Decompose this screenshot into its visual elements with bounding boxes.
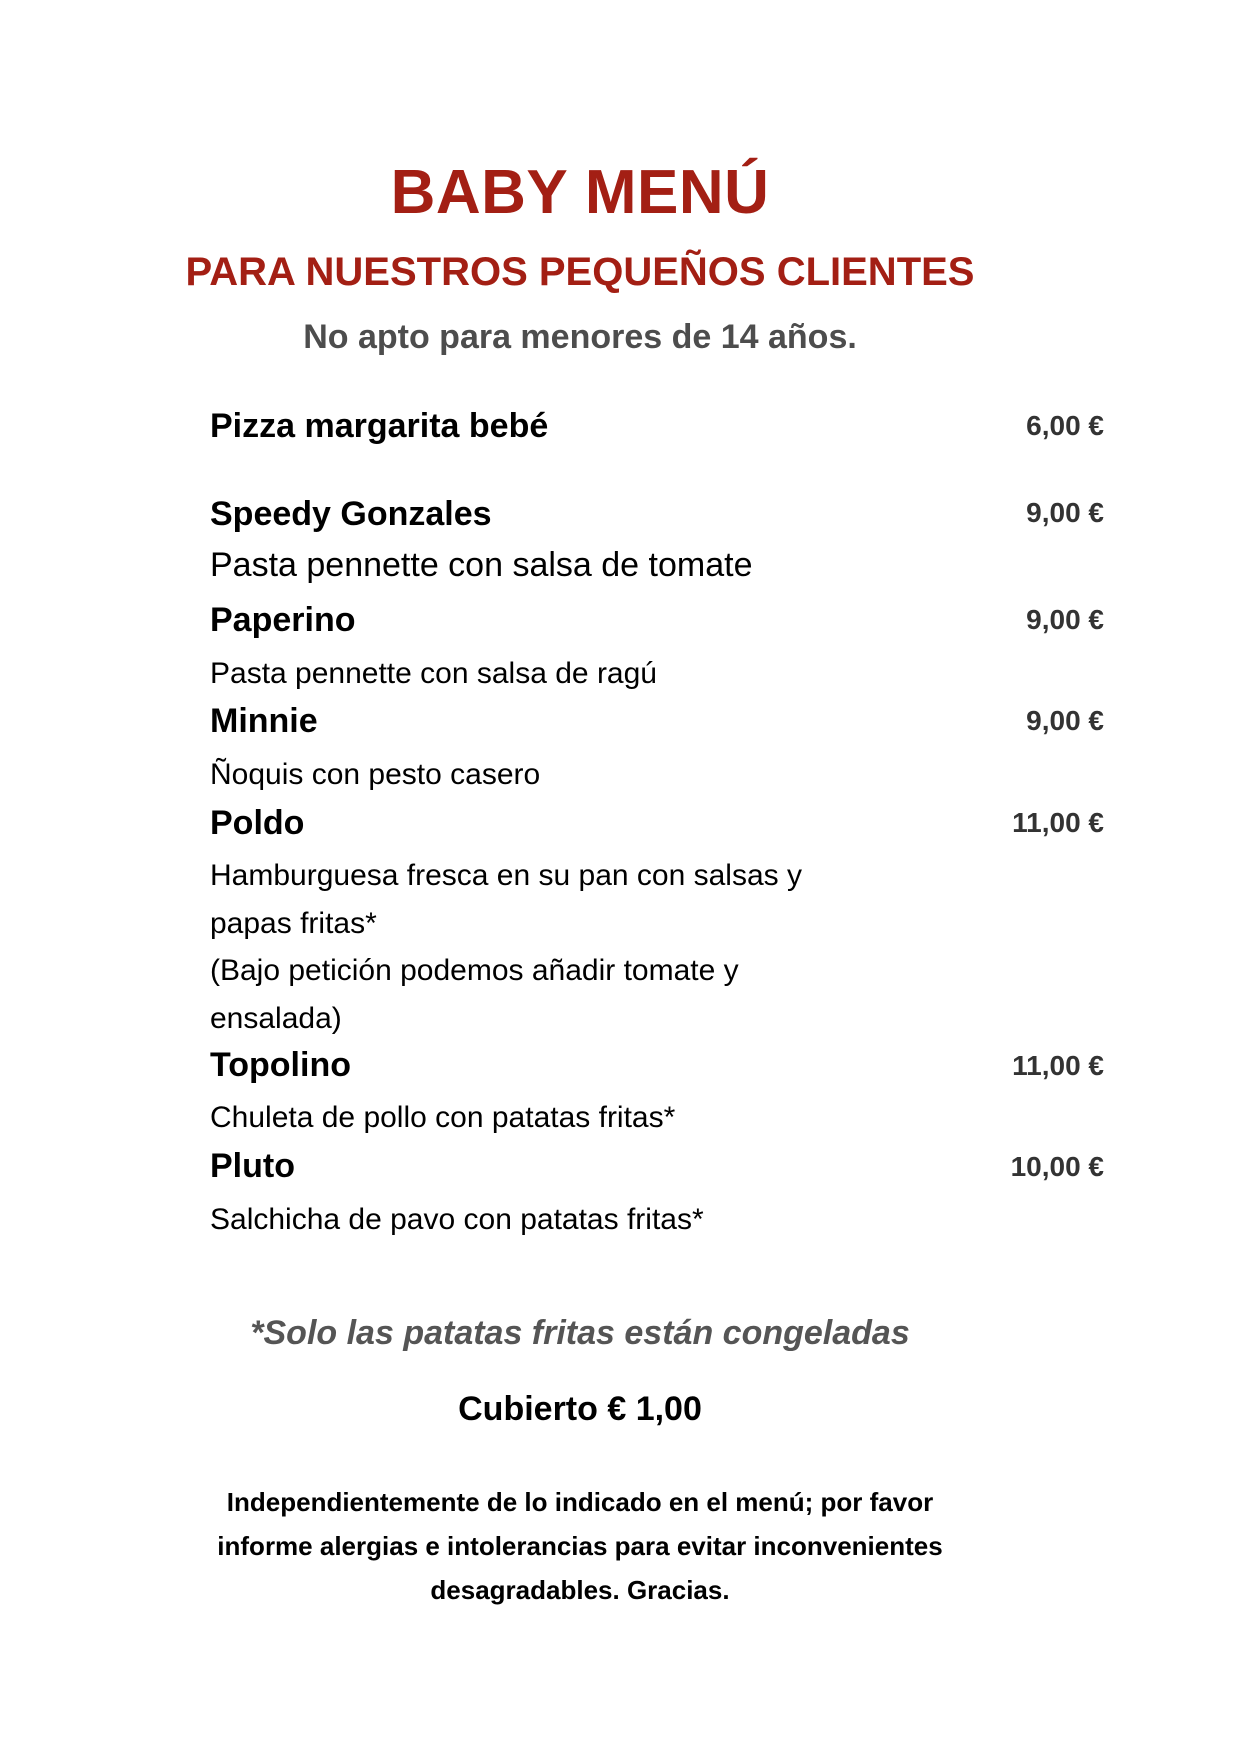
item-price: 9,00 € bbox=[1026, 497, 1104, 528]
item-name: Poldo bbox=[210, 804, 305, 842]
item-description: Hamburguesa fresca en su pan con salsas y papas fritas* bbox=[210, 859, 802, 940]
item-price: 11,00 € bbox=[1012, 807, 1104, 838]
menu-title: BABY MENÚ bbox=[390, 158, 770, 227]
item-name: Speedy Gonzales bbox=[210, 495, 492, 533]
item-price: 9,00 € bbox=[1026, 604, 1104, 635]
allergy-notice: Independientemente de lo indicado en el menú; por favor informe alergias e intolerancias para evitar inconvenientes desagradables. Gracias. bbox=[217, 1487, 943, 1605]
item-price: 6,00 € bbox=[1026, 410, 1104, 441]
item-price: 11,00 € bbox=[1012, 1050, 1104, 1081]
item-description: Pasta pennette con salsa de ragú bbox=[210, 657, 657, 690]
item-name: Topolino bbox=[210, 1046, 351, 1084]
item-name: Paperino bbox=[210, 601, 356, 639]
item-name: Pluto bbox=[210, 1147, 295, 1185]
item-description: Pasta pennette con salsa de tomate bbox=[210, 546, 753, 584]
item-description: Ñoquis con pesto casero bbox=[210, 758, 541, 791]
item-price: 9,00 € bbox=[1026, 705, 1104, 736]
cover-charge: Cubierto € 1,00 bbox=[458, 1390, 702, 1428]
item-price: 10,00 € bbox=[1010, 1151, 1104, 1182]
menu-subtitle: PARA NUESTROS PEQUEÑOS CLIENTES bbox=[185, 250, 975, 294]
age-note: No apto para menores de 14 años. bbox=[303, 318, 857, 356]
item-description: Chuleta de pollo con patatas fritas* bbox=[210, 1101, 676, 1134]
item-name: Pizza margarita bebé bbox=[210, 407, 549, 445]
item-note: (Bajo petición podemos añadir tomate y ensalada) bbox=[210, 954, 739, 1035]
frozen-fries-footnote: *Solo las patatas fritas están congeladas bbox=[250, 1314, 910, 1352]
item-description: Salchicha de pavo con patatas fritas* bbox=[210, 1203, 704, 1236]
item-name: Minnie bbox=[210, 702, 318, 740]
